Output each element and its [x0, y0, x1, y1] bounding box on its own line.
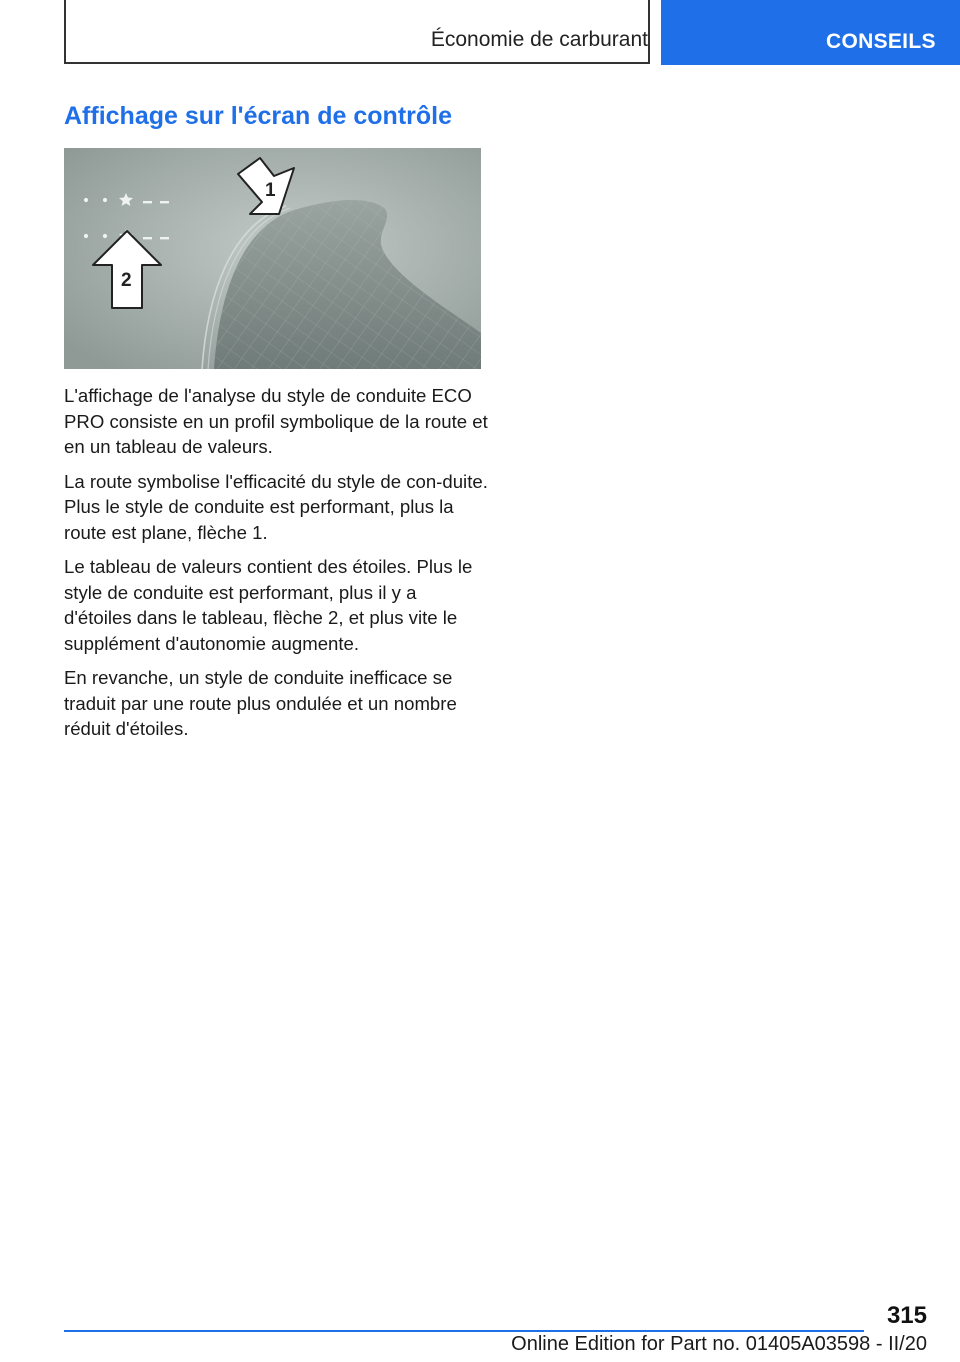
arrow-1-label: 1: [265, 180, 276, 201]
arrow-2-label: 2: [121, 270, 132, 291]
header-tab-label: CONSEILS: [826, 30, 936, 53]
paragraph: En revanche, un style de conduite inefficace se traduit par une route plus ondulée et un nombre réduit d'étoiles.: [64, 667, 457, 739]
page-number: 315: [886, 1302, 927, 1329]
paragraph: La route symbolise l'efficacité du style de con‐duite. Plus le style de conduite est performant, plus la route est plane, flèche 1.: [64, 470, 488, 543]
eco-pro-display-figure: [64, 148, 481, 369]
paragraph: Le tableau de valeurs contient des étoiles. Plus le style de conduite est performant, plus il y a d'étoiles dans le tableau, flèche 2, et plus vite le supplément d'autonomie augmente.: [64, 556, 473, 654]
paragraph: L'affichage de l'analyse du style de conduite ECO PRO consiste en un profil symbolique de la route et en un tableau de valeurs.: [64, 385, 488, 457]
page-title: Affichage sur l'écran de contrôle: [64, 102, 452, 130]
body-text: [64, 383, 489, 751]
header-section-title: Économie de carburant: [430, 28, 648, 51]
footer-edition-text: Online Edition for Part no. 01405A03598 - II/20: [511, 1333, 927, 1355]
header-tab-conseils[interactable]: [661, 0, 960, 65]
footer-divider: [64, 1330, 864, 1332]
